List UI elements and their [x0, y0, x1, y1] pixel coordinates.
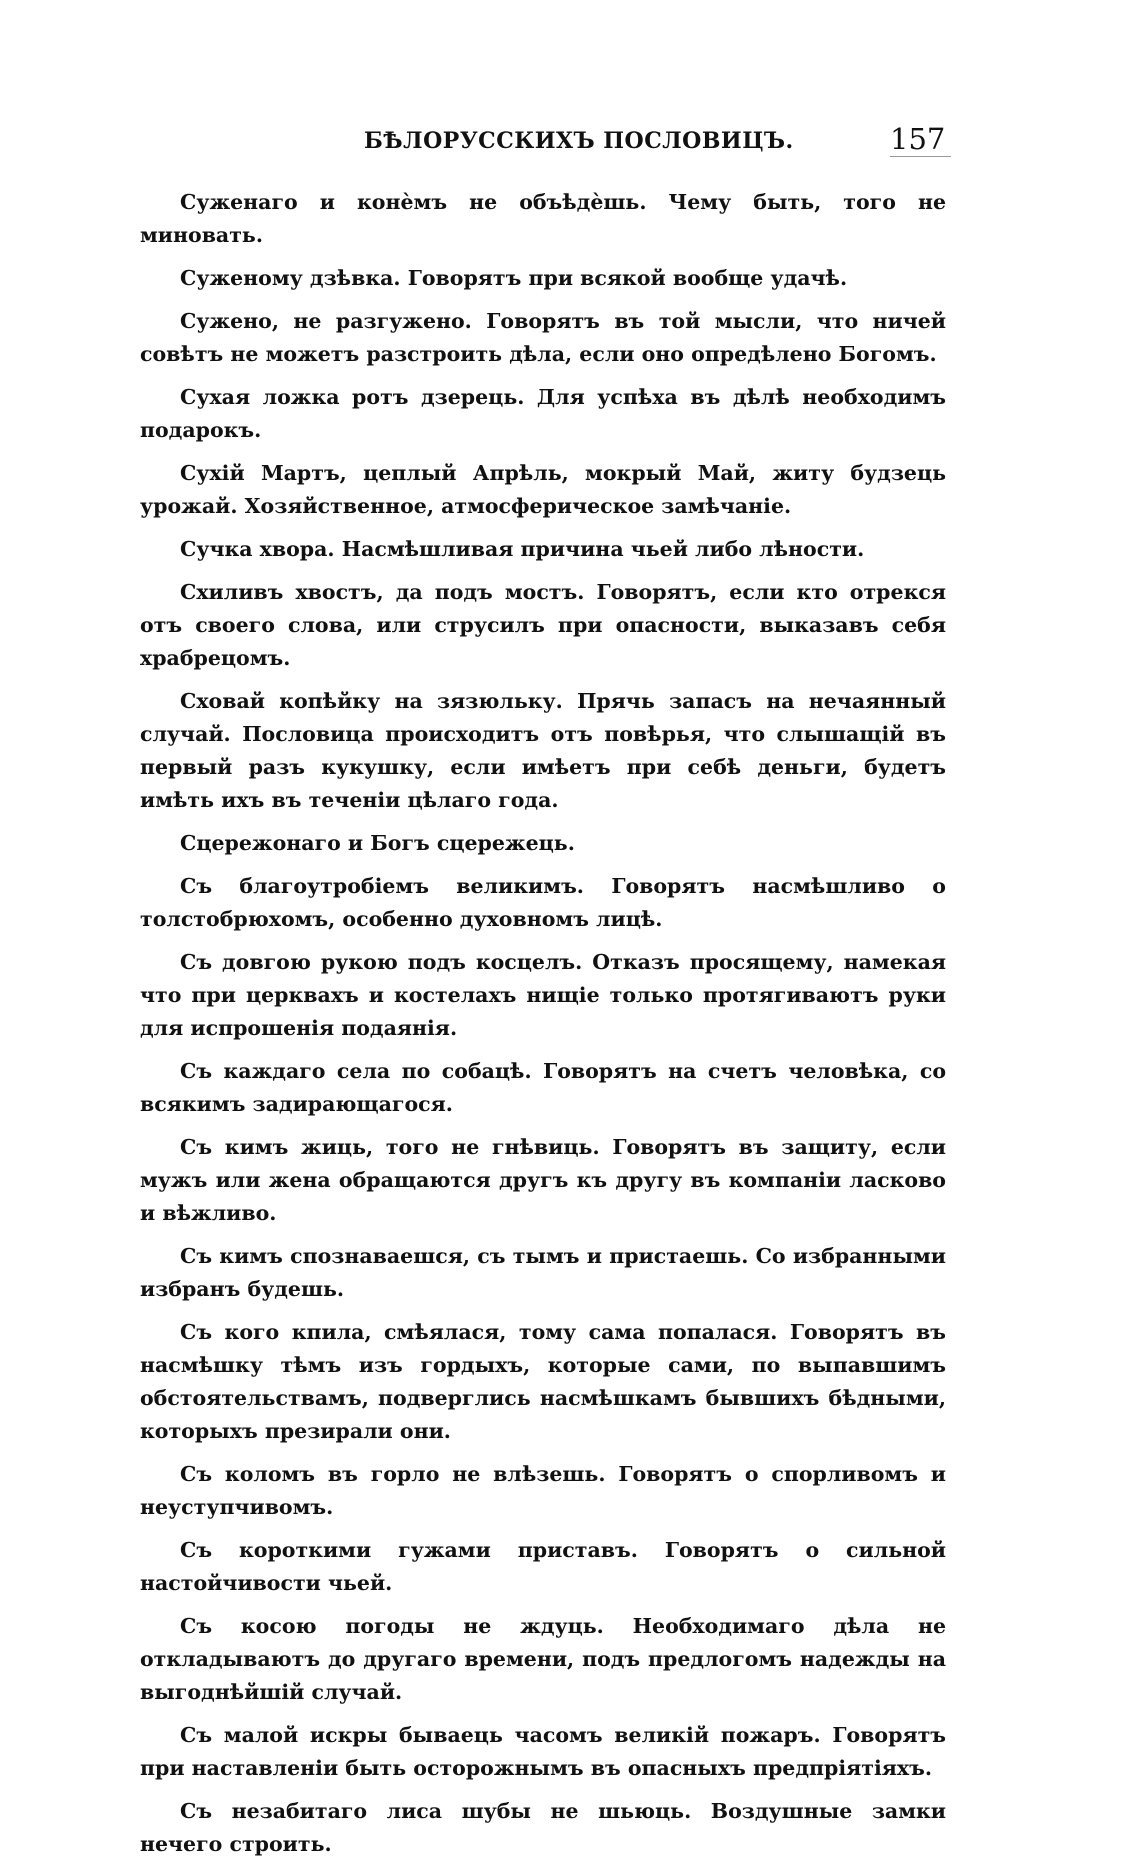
- proverb-entry: [140, 1610, 946, 1709]
- proverb-list: [140, 186, 946, 1871]
- proverb-comment: Для успѣха въ дѣлѣ необходимъ подарокъ.: [140, 385, 946, 442]
- proverb-text: Суженаго и конѐмъ не объѣдѐшь.: [180, 190, 647, 214]
- proverb-comment: Говорятъ, если кто отрекся отъ своего слова, или струсилъ при опасности, выказавъ себя храбрецомъ.: [140, 580, 946, 670]
- proverb-text: Съ незабитаго лиса шубы не шьюць.: [180, 1799, 692, 1823]
- proverb-entry: [140, 576, 946, 675]
- proverb-entry: [140, 457, 946, 523]
- proverb-text: Съ каждаго села по собацѣ.: [180, 1059, 532, 1083]
- proverb-entry: [140, 381, 946, 447]
- proverb-comment: Говорятъ въ той мысли, что ничей совѣтъ не можетъ разстроить дѣла, если оно опредѣлено Богомъ.: [140, 309, 946, 366]
- proverb-entry: [140, 1458, 946, 1524]
- running-title: БѢЛОРУССКИХЪ ПОСЛОВИЦЪ.: [364, 128, 794, 154]
- proverb-entry: [140, 305, 946, 371]
- proverb-text: Сховай копѣйку на зязюльку.: [180, 689, 563, 713]
- proverb-comment: Говорятъ насмѣшливо о толстобрюхомъ, особенно духовномъ лицѣ.: [140, 874, 946, 931]
- proverb-text: Съ кимъ жиць, того не гнѣвиць.: [180, 1135, 600, 1159]
- proverb-entry: [140, 533, 946, 566]
- proverb-comment: Говорятъ въ насмѣшку тѣмъ изъ гордыхъ, которые сами, по выпавшимъ обстоятельствамъ, подверглись насмѣшкамъ бывшихъ бѣдными, которыхъ презирали они.: [140, 1320, 946, 1443]
- proverb-entry: [140, 870, 946, 936]
- proverb-text: Сухій Мартъ, цеплый Апрѣль, мокрый Май, житу будзець урожай.: [140, 461, 946, 518]
- proverb-comment: Отказъ просящему, намекая что при церквахъ и костелахъ нищіе только протягиваютъ руки для испрошенія подаянія.: [140, 950, 946, 1040]
- proverb-text: Суженому дзѣвка.: [180, 266, 401, 290]
- proverb-comment: Насмѣшливая причина чьей либо лѣности.: [341, 537, 865, 561]
- proverb-comment: Говорятъ при наставленіи быть осторожнымъ въ опасныхъ предпріятіяхъ.: [140, 1723, 947, 1780]
- proverb-text: Сужено, не разгужено.: [180, 309, 472, 333]
- proverb-entry: [140, 1055, 946, 1121]
- proverb-text: Съ малой искры бываець часомъ великій пожаръ.: [180, 1723, 821, 1747]
- proverb-entry: [140, 1534, 946, 1600]
- proverb-comment: Говорятъ о спорливомъ и неуступчивомъ.: [140, 1462, 947, 1519]
- proverb-comment: Прячь запасъ на нечаянный случай. Пословица происходитъ отъ повѣрья, что слышащій въ первый разъ кукушку, если имѣетъ при себѣ деньги, будетъ имѣть ихъ въ теченіи цѣлаго года.: [140, 689, 947, 812]
- proverb-text: Съ благоутробіемъ великимъ.: [180, 874, 584, 898]
- proverb-entry: [140, 186, 946, 252]
- proverb-comment: Хозяйственное, атмосферическое замѣчаніе.: [244, 494, 792, 518]
- proverb-entry: [140, 685, 946, 817]
- proverb-text: Сучка хвора.: [180, 537, 335, 561]
- proverb-comment: Со избранными избранъ будешь.: [140, 1244, 947, 1301]
- proverb-text: Съ коломъ въ горло не влѣзешь.: [180, 1462, 606, 1486]
- proverb-comment: Воздушные замки нечего строить.: [140, 1799, 947, 1856]
- proverb-entry: [140, 1131, 946, 1230]
- proverb-entry: [140, 1240, 946, 1306]
- proverb-text: Сцережонаго и Богъ сцережець.: [180, 831, 575, 855]
- proverb-comment: Говорятъ на счетъ человѣка, со всякимъ задирающагося.: [140, 1059, 947, 1116]
- proverb-comment: Говорятъ о сильной настойчивости чьей.: [140, 1538, 946, 1595]
- proverb-text: Схиливъ хвостъ, да подъ мостъ.: [180, 580, 585, 604]
- proverb-comment: Говорятъ при всякой вообще удачѣ.: [407, 266, 848, 290]
- proverb-text: Съ кого кпила, смѣялася, тому сама попалася.: [180, 1320, 778, 1344]
- proverb-text: Съ короткими гужами приставъ.: [180, 1538, 638, 1562]
- proverb-text: Съ кимъ спознаваешся, съ тымъ и пристаешь.: [180, 1244, 749, 1268]
- proverb-entry: [140, 1719, 946, 1785]
- proverb-entry: [140, 1795, 946, 1861]
- proverb-text: Съ довгою рукою подъ косцелъ.: [180, 950, 583, 974]
- proverb-entry: [140, 827, 946, 860]
- proverb-text: Съ косою погоды не ждуць.: [180, 1614, 604, 1638]
- proverb-entry: [140, 262, 946, 295]
- proverb-comment: Говорятъ въ защиту, если мужъ или жена обращаются другъ къ другу въ компаніи ласково и вѣжливо.: [140, 1135, 946, 1225]
- proverb-comment: Необходимаго дѣла не откладываютъ до другаго времени, подъ предлогомъ надежды на выгоднѣйшій случай.: [140, 1614, 947, 1704]
- page-number: 157: [890, 122, 951, 157]
- proverb-text: Сухая ложка ротъ дзерець.: [180, 385, 525, 409]
- proverb-entry: [140, 1316, 946, 1448]
- proverb-entry: [140, 946, 946, 1045]
- proverb-comment: Чему быть, того не миновать.: [140, 190, 946, 247]
